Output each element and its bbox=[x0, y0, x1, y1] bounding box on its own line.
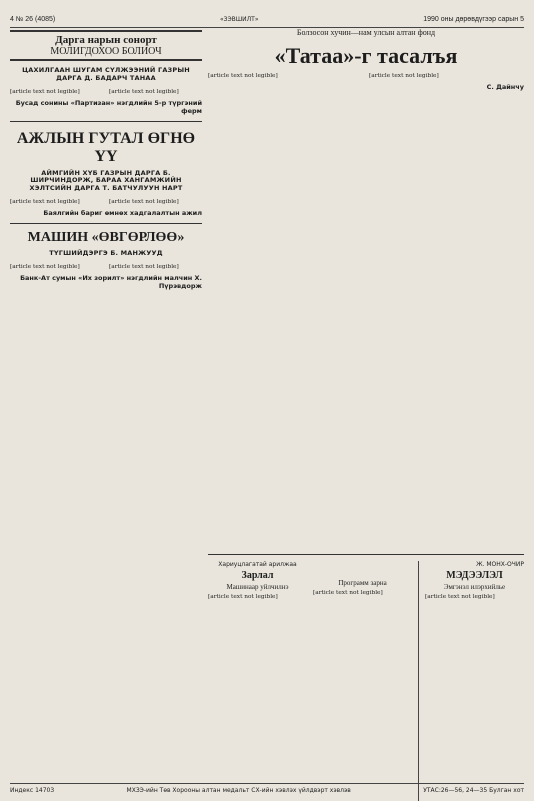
main-text-1: [article text not legible] bbox=[208, 73, 278, 79]
footer-phone: УТАС:26—56, 24—35 Булган хот bbox=[423, 787, 524, 794]
bottom-article-title: МАШИН «ӨВГӨРЛӨӨ» bbox=[27, 229, 185, 245]
top-article-title-box bbox=[10, 30, 202, 61]
middle-article-title: АЖЛЫН ГУТАЛ ӨГНӨ ҮҮ bbox=[16, 129, 196, 165]
left-divider-1 bbox=[10, 121, 202, 122]
left-divider-2 bbox=[10, 223, 202, 224]
top-article-body bbox=[10, 89, 202, 96]
bottom-left-head: Хариуцлагатай арилжаа bbox=[218, 561, 297, 568]
main-kicker: Болзосон хучин—нам улсын алтан фонд bbox=[296, 28, 436, 37]
top-article-title-line1: Дарга нарын сонорт bbox=[55, 34, 157, 46]
middle-article-subtitle: АЙМГИЙН ХҮБ ГАЗРЫН ДАРГА Б. ШИРЧИНДОРЖ, БАРАА ХАНГАМЖИЙН ХЭЛТСИЙН ДАРГА Т. БАТЧУЛУУН НАРТ bbox=[29, 168, 183, 193]
left-column bbox=[10, 28, 202, 788]
top-article-title-line2: МОЛИГДОХОО БОЛИОЧ bbox=[50, 46, 162, 57]
middle-article-text-2: [article text not legible] bbox=[109, 198, 179, 205]
issue-number: 4 № 26 (4085) bbox=[10, 16, 56, 23]
main-headline: «Татаа»-г тасалъя bbox=[274, 43, 458, 68]
top-bar bbox=[10, 16, 524, 28]
middle-article-text-1: [article text not legible] bbox=[10, 198, 80, 205]
bottom-left-main-title: Зарлал bbox=[241, 570, 274, 581]
bottom-left-col bbox=[208, 561, 307, 801]
newspaper-name: «ЗЭВШИЛТ» bbox=[219, 15, 259, 23]
bottom-article-text-2: [article text not legible] bbox=[109, 263, 179, 270]
bottom-mid-title: Программ зарна bbox=[338, 579, 387, 587]
bottom-article-signature: Банк-Ат сумын «Их зорилт» нэгдлийн малчин Х. Пүрэвдорж bbox=[20, 273, 202, 290]
main-area bbox=[208, 28, 524, 788]
bottom-left-text: [article text not legible] bbox=[208, 594, 278, 600]
bottom-columns bbox=[208, 561, 524, 801]
top-article-subtitle: ЦАХИЛГААН ШУГАМ СҮЛЖЭЭНИЙ ГАЗРЫН ДАРГА Д. БАДАРЧ ТАНАА bbox=[22, 66, 190, 82]
bottom-right-text: [article text not legible] bbox=[425, 594, 495, 600]
bottom-right-col bbox=[418, 561, 524, 801]
bottom-article-text-1: [article text not legible] bbox=[10, 263, 80, 270]
bottom-mid-col bbox=[313, 561, 412, 801]
footer-index: Индекс 14703 bbox=[10, 787, 55, 794]
bottom-article-subtitle: ТҮГШИЙДЭРГЭ Б. МАНЖУУД bbox=[49, 248, 163, 257]
footer-printer: МХЗЭ-ийн Төв Хорооны алтан медальт СХ-ийн хэвлэх үйлдвэрт хэвлэв bbox=[126, 787, 351, 794]
content-grid bbox=[10, 28, 524, 788]
issue-date: 1990 оны дөрөвдүгээр сарын 5 bbox=[423, 16, 524, 23]
bottom-right-head: Ж. МОНХ-ОЧИР bbox=[476, 561, 524, 568]
main-body bbox=[208, 73, 524, 80]
middle-article-signature: Баялгийн бариг өмнөх хадгалалтын ажил bbox=[43, 208, 202, 217]
bottom-article-body bbox=[10, 264, 202, 271]
bottom-right-subtitle: Эмгэнэл илэрхийлье bbox=[443, 583, 506, 591]
bottom-mid-text: [article text not legible] bbox=[313, 590, 383, 596]
bottom-right-title: МЭДЭЭЛЭЛ bbox=[446, 570, 503, 581]
footer bbox=[10, 783, 524, 794]
bottom-section bbox=[208, 548, 524, 788]
bottom-left-small-title: Машинаар уйлчилнэ bbox=[226, 583, 289, 591]
top-article-signature: Бусад сонины «Партизан» нэгдлийн 5-р түргэний ферм bbox=[15, 98, 202, 115]
top-article-text-2: [article text not legible] bbox=[109, 88, 179, 95]
main-text-2: [article text not legible] bbox=[369, 73, 439, 79]
middle-article-body bbox=[10, 199, 202, 206]
top-article-text-1: [article text not legible] bbox=[10, 88, 80, 95]
bottom-section-divider bbox=[208, 554, 524, 555]
main-signature: С. Дайнчу bbox=[486, 83, 524, 91]
